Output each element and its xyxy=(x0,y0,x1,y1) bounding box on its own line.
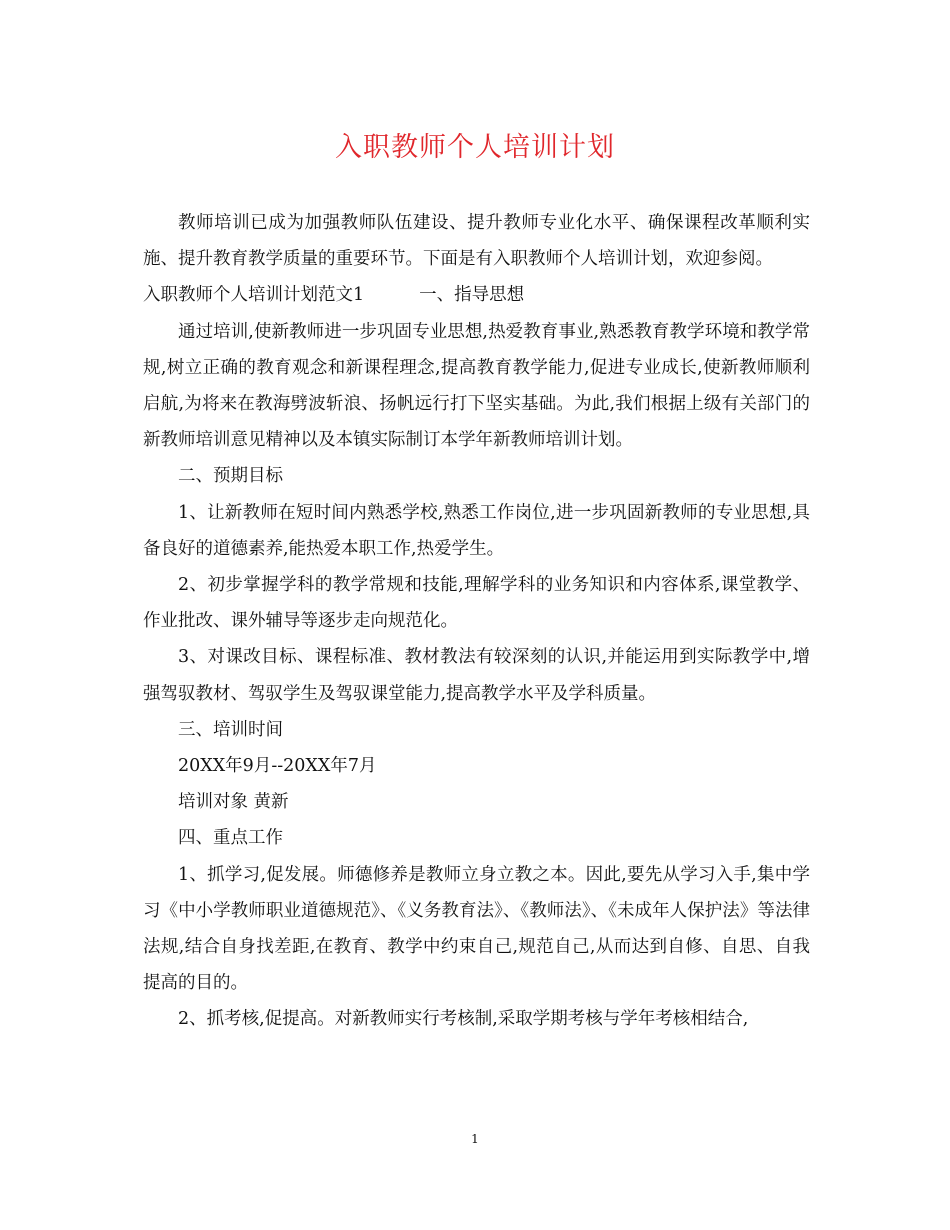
work-1: 1、抓学习,促发展。师德修养是教师立身立教之本。因此,要先从学习入手,集中学习《中小学教师职业道德规范》、《义务教育法》、《教师法》、《未成年人保护法》等法律法规,结合自身找差距,在教育、教学中约束自己,规范自己,从而达到自修、自思、自我提高的目的。 xyxy=(143,864,810,994)
goal-1: 1、让新教师在短时间内熟悉学校,熟悉工作岗位,进一步巩固新教师的专业思想,具备良好的道德素养,能热爱本职工作,热爱学生。 xyxy=(143,502,810,559)
goal-2: 2、初步掌握学科的教学常规和技能,理解学科的业务知识和内容体系,课堂教学、作业批改、课外辅导等逐步走向规范化。 xyxy=(143,575,810,632)
section4-heading: 四、重点工作 xyxy=(178,828,283,849)
document-body xyxy=(143,205,810,1038)
page-number: 1 xyxy=(471,1132,479,1146)
sample-title-line xyxy=(143,277,810,313)
training-time: 20XX年9月--20XX年7月 xyxy=(178,756,377,777)
work-2: 2、抓考核,促提高。对新教师实行考核制,采取学期考核与学年考核相结合, xyxy=(178,1009,749,1030)
intro-paragraph: 教师培训已成为加强教师队伍建设、提升教师专业化水平、确保课程改革顺利实施、提升教育教学质量的重要环节。下面是有入职教师个人培训计划，欢迎参阅。 xyxy=(143,213,810,270)
document-title: 入职教师个人培训计划 xyxy=(335,132,615,163)
training-target: 培训对象 黄新 xyxy=(178,792,289,813)
section2-heading: 二、预期目标 xyxy=(178,466,283,487)
sample-title: 入职教师个人培训计划范文1 xyxy=(143,285,365,306)
section3-heading: 三、培训时间 xyxy=(178,719,283,740)
section1-heading: 一、指导思想 xyxy=(419,285,525,306)
goal-3: 3、对课改目标、课程标准、教材教法有较深刻的认识,并能运用到实际教学中,增强驾驭教材、驾驭学生及驾驭课堂能力,提高教学水平及学科质量。 xyxy=(143,647,810,704)
section1-paragraph: 通过培训,使新教师进一步巩固专业思想,热爱教育事业,熟悉教育教学环境和教学常规,树立正确的教育观念和新课程理念,提高教育教学能力,促进专业成长,使新教师顺利启航,为将来在教海劈波斩浪、扬帆远行打下坚实基础。为此,我们根据上级有关部门的新教师培训意见精神以及本镇实际制订本学年新教师培训计划。 xyxy=(143,321,810,451)
